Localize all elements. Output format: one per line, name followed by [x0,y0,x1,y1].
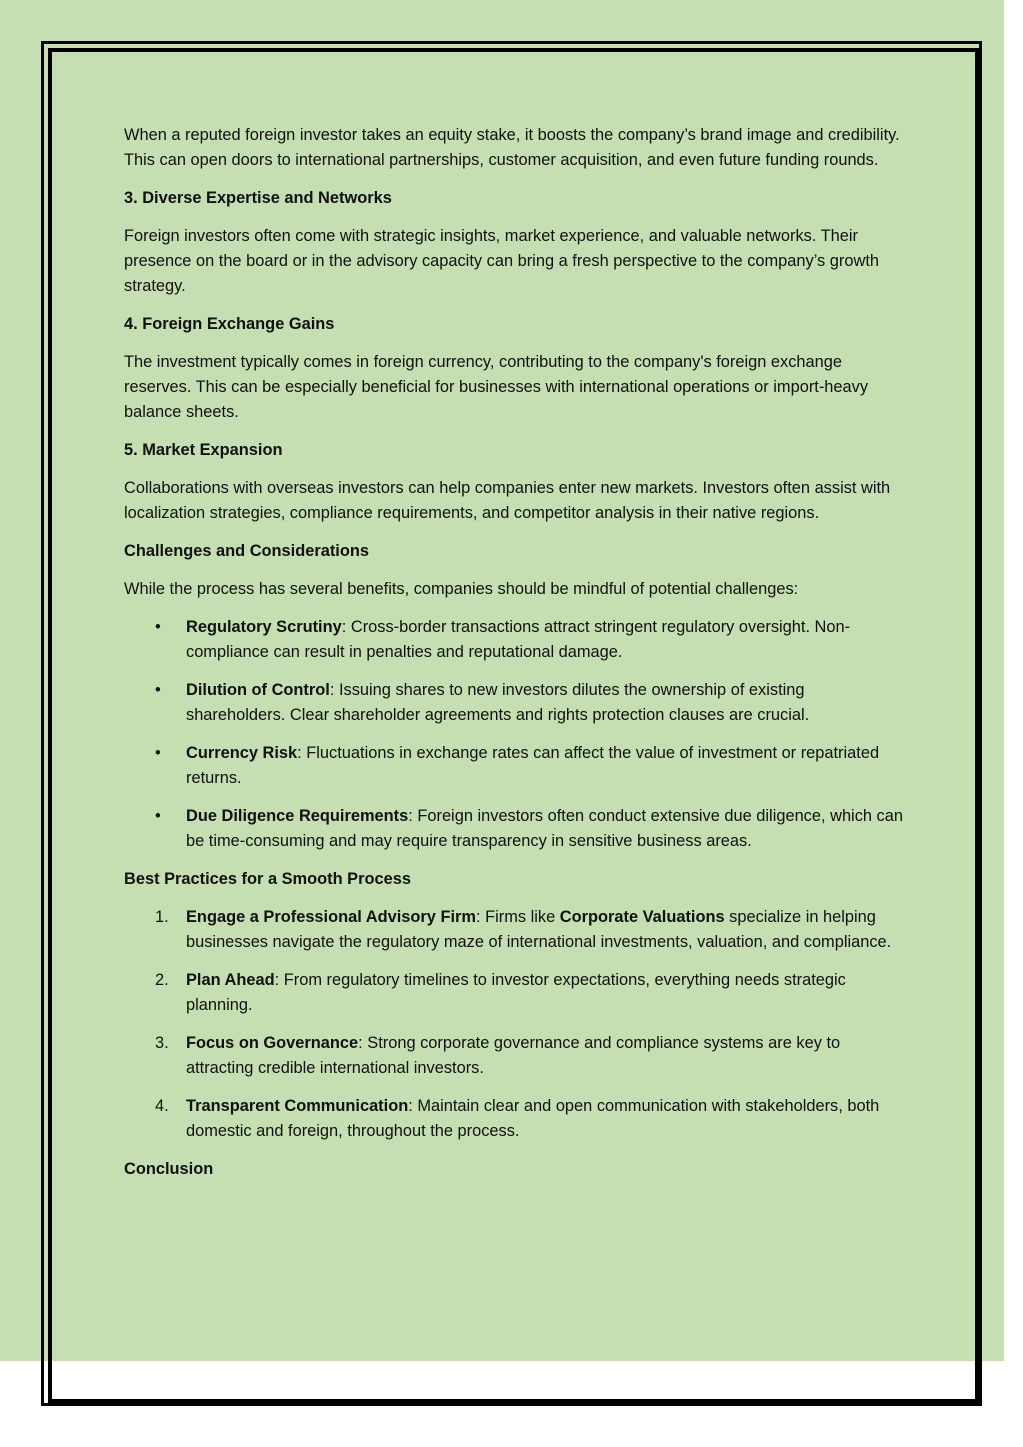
list-item-term: Transparent Communication [186,1097,409,1115]
bullet-marker: • [155,681,161,699]
list-item-term: Dilution of Control [186,681,330,699]
section-body-forex: The investment typically comes in foreign currency, contributing to the company's foreign exchange reserves. This can be especially beneficial for businesses with international operations or import-heavy balance sheets. [124,353,869,421]
list-item [124,968,904,1018]
best-practices-heading: Best Practices for a Smooth Process [124,870,411,888]
list-item [124,905,904,955]
number-marker: 2. [155,971,169,989]
list-item-text: : Firms like [475,908,560,926]
section-body-market-expansion: Collaborations with overseas investors can help companies enter new markets. Investors often assist with localization strategies, compliance requirements, and competitor analysis in their native regions. [124,479,891,522]
intro-paragraph: When a reputed foreign investor takes an equity stake, it boosts the company’s brand image and credibility. This can open doors to international partnerships, customer acquisition, and even future funding rounds. [124,126,900,169]
number-marker: 3. [155,1034,169,1052]
section-heading-market-expansion: 5. Market Expansion [124,441,283,459]
document-body [124,123,904,1195]
list-item-text: : Cross-border transactions attract stringent regulatory oversight. Non-compliance can result in penalties and reputational damage. [186,618,851,661]
list-item-text: : From regulatory timelines to investor expectations, everything needs strategic planning. [186,971,846,1014]
best-practices-list [124,905,904,1144]
list-item-text: : Fluctuations in exchange rates can affect the value of investment or repatriated returns. [186,744,880,787]
list-item [124,615,904,665]
number-marker: 1. [155,908,169,926]
list-item-term: Due Diligence Requirements [186,807,409,825]
number-marker: 4. [155,1097,169,1115]
bullet-marker: • [155,807,161,825]
list-item [124,1094,904,1144]
bullet-marker: • [155,618,161,636]
list-item-text: : Strong corporate governance and compliance systems are key to attracting credible international investors. [186,1034,841,1077]
list-item-term: Plan Ahead [186,971,275,989]
firm-name: Corporate Valuations [559,908,725,926]
section-body-expertise: Foreign investors often come with strategic insights, market experience, and valuable networks. Their presence on the board or in the advisory capacity can bring a fresh perspective to the company’s growth strategy. [124,227,880,295]
challenges-heading: Challenges and Considerations [124,542,369,560]
list-item-term: Engage a Professional Advisory Firm [186,908,476,926]
list-item [124,741,904,791]
list-item [124,1031,904,1081]
list-item-text: : Issuing shares to new investors dilutes the ownership of existing shareholders. Clear shareholder agreements and rights protection clauses are crucial. [186,681,810,724]
challenges-list [124,615,904,854]
list-item-text: : Maintain clear and open communication with stakeholders, both domestic and foreign, throughout the process. [186,1097,880,1140]
challenges-intro: While the process has several benefits, companies should be mindful of potential challenges: [124,580,799,598]
section-heading-expertise: 3. Diverse Expertise and Networks [124,189,392,207]
list-item-text: : Foreign investors often conduct extensive due diligence, which can be time-consuming and may require transparency in sensitive business areas. [186,807,903,850]
bullet-marker: • [155,744,161,762]
list-item-text: specialize in helping businesses navigate the regulatory maze of international investments, valuation, and compliance. [186,908,892,951]
section-heading-forex: 4. Foreign Exchange Gains [124,315,335,333]
list-item-term: Focus on Governance [186,1034,359,1052]
list-item-term: Currency Risk [186,744,298,762]
list-item-term: Regulatory Scrutiny [186,618,342,636]
conclusion-heading: Conclusion [124,1160,214,1178]
list-item [124,678,904,728]
list-item [124,804,904,854]
